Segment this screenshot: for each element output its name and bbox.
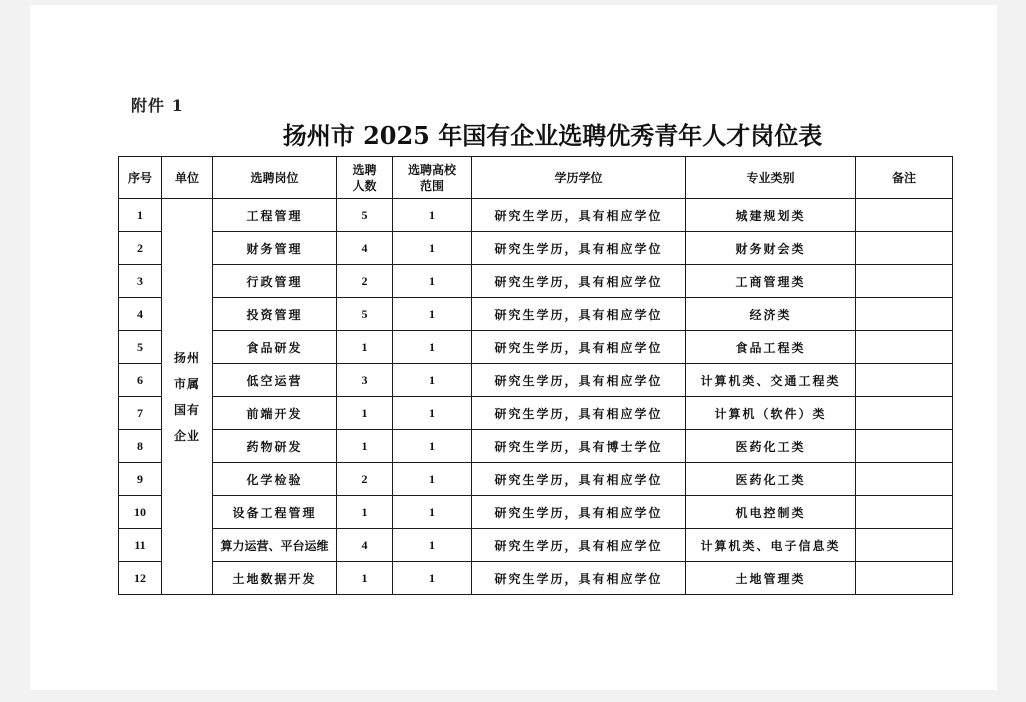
cell-count: 1 (337, 430, 393, 463)
unit-line: 市属 (173, 376, 200, 391)
cell-count: 4 (337, 232, 393, 265)
cell-position: 低空运营 (213, 364, 337, 397)
positions-table (118, 156, 953, 595)
cell-education: 研究生学历，具有博士学位 (472, 430, 686, 463)
cell-seq: 1 (119, 199, 162, 232)
header-count-line2: 人数 (352, 178, 377, 193)
cell-position: 行政管理 (213, 265, 337, 298)
table-row (119, 232, 953, 265)
header-count-line1: 选聘 (352, 162, 377, 177)
cell-school-range: 1 (393, 232, 472, 265)
cell-seq: 9 (119, 463, 162, 496)
cell-position: 投资管理 (213, 298, 337, 331)
cell-count: 1 (337, 496, 393, 529)
cell-education: 研究生学历，具有相应学位 (472, 199, 686, 232)
cell-remarks (856, 331, 953, 364)
cell-education: 研究生学历，具有相应学位 (472, 529, 686, 562)
cell-major: 计算机类、交通工程类 (686, 364, 856, 397)
cell-position: 财务管理 (213, 232, 337, 265)
cell-seq: 2 (119, 232, 162, 265)
cell-major: 工商管理类 (686, 265, 856, 298)
table-row (119, 364, 953, 397)
cell-count: 2 (337, 265, 393, 298)
table-row (119, 331, 953, 364)
cell-seq: 3 (119, 265, 162, 298)
table-row (119, 430, 953, 463)
cell-school-range: 1 (393, 265, 472, 298)
cell-position: 工程管理 (213, 199, 337, 232)
cell-school-range: 1 (393, 529, 472, 562)
unit-line: 企业 (173, 428, 200, 443)
cell-position: 土地数据开发 (213, 562, 337, 595)
cell-position: 食品研发 (213, 331, 337, 364)
cell-education: 研究生学历，具有相应学位 (472, 397, 686, 430)
cell-position: 药物研发 (213, 430, 337, 463)
cell-education: 研究生学历，具有相应学位 (472, 298, 686, 331)
table-row (119, 199, 953, 232)
cell-count: 1 (337, 562, 393, 595)
cell-school-range: 1 (393, 199, 472, 232)
cell-count: 4 (337, 529, 393, 562)
cell-school-range: 1 (393, 331, 472, 364)
cell-seq: 4 (119, 298, 162, 331)
cell-school-range: 1 (393, 397, 472, 430)
cell-seq: 10 (119, 496, 162, 529)
cell-major: 财务财会类 (686, 232, 856, 265)
cell-education: 研究生学历，具有相应学位 (472, 232, 686, 265)
attachment-label: 附件 1 (131, 96, 184, 115)
cell-remarks (856, 397, 953, 430)
cell-remarks (856, 529, 953, 562)
table-header-row (119, 157, 953, 199)
cell-remarks (856, 265, 953, 298)
cell-major: 经济类 (686, 298, 856, 331)
cell-remarks (856, 298, 953, 331)
document-title: 扬州市 2025 年国有企业选聘优秀青年人才岗位表 (282, 121, 823, 150)
cell-position: 算力运营、平台运维 (213, 529, 337, 562)
header-position: 选聘岗位 (213, 157, 337, 199)
cell-remarks (856, 232, 953, 265)
cell-remarks (856, 496, 953, 529)
cell-seq: 8 (119, 430, 162, 463)
header-school-line1: 选聘高校 (407, 162, 456, 177)
cell-remarks (856, 430, 953, 463)
cell-seq: 6 (119, 364, 162, 397)
cell-major: 医药化工类 (686, 463, 856, 496)
cell-position: 设备工程管理 (213, 496, 337, 529)
cell-major: 城建规划类 (686, 199, 856, 232)
table-row (119, 397, 953, 430)
cell-seq: 12 (119, 562, 162, 595)
cell-major: 医药化工类 (686, 430, 856, 463)
cell-count: 3 (337, 364, 393, 397)
unit-line: 国有 (173, 402, 200, 417)
cell-education: 研究生学历，具有相应学位 (472, 463, 686, 496)
cell-major: 土地管理类 (686, 562, 856, 595)
cell-position: 化学检验 (213, 463, 337, 496)
cell-education: 研究生学历，具有相应学位 (472, 331, 686, 364)
header-school-line2: 范围 (419, 178, 444, 193)
header-seq: 序号 (119, 157, 162, 199)
cell-major: 食品工程类 (686, 331, 856, 364)
cell-position: 前端开发 (213, 397, 337, 430)
cell-count: 1 (337, 397, 393, 430)
cell-remarks (856, 562, 953, 595)
cell-count: 5 (337, 199, 393, 232)
header-count (337, 157, 393, 199)
cell-major: 计算机（软件）类 (686, 397, 856, 430)
table-row (119, 529, 953, 562)
cell-education: 研究生学历，具有相应学位 (472, 364, 686, 397)
header-remarks: 备注 (856, 157, 953, 199)
cell-school-range: 1 (393, 562, 472, 595)
header-major: 专业类别 (686, 157, 856, 199)
cell-remarks (856, 199, 953, 232)
table-row (119, 463, 953, 496)
cell-school-range: 1 (393, 298, 472, 331)
table-row (119, 562, 953, 595)
header-school-range (393, 157, 472, 199)
cell-count: 5 (337, 298, 393, 331)
unit-line: 扬州 (173, 350, 200, 365)
cell-count: 2 (337, 463, 393, 496)
cell-seq: 5 (119, 331, 162, 364)
cell-education: 研究生学历，具有相应学位 (472, 496, 686, 529)
cell-major: 计算机类、电子信息类 (686, 529, 856, 562)
cell-seq: 7 (119, 397, 162, 430)
header-education: 学历学位 (472, 157, 686, 199)
table-row (119, 298, 953, 331)
cell-school-range: 1 (393, 364, 472, 397)
cell-remarks (856, 364, 953, 397)
cell-seq: 11 (119, 529, 162, 562)
cell-school-range: 1 (393, 463, 472, 496)
cell-education: 研究生学历，具有相应学位 (472, 265, 686, 298)
cell-count: 1 (337, 331, 393, 364)
cell-school-range: 1 (393, 496, 472, 529)
cell-remarks (856, 463, 953, 496)
cell-education: 研究生学历，具有相应学位 (472, 562, 686, 595)
cell-major: 机电控制类 (686, 496, 856, 529)
table-row (119, 496, 953, 529)
table-row (119, 265, 953, 298)
cell-school-range: 1 (393, 430, 472, 463)
cell-unit (162, 199, 213, 595)
header-unit: 单位 (162, 157, 213, 199)
